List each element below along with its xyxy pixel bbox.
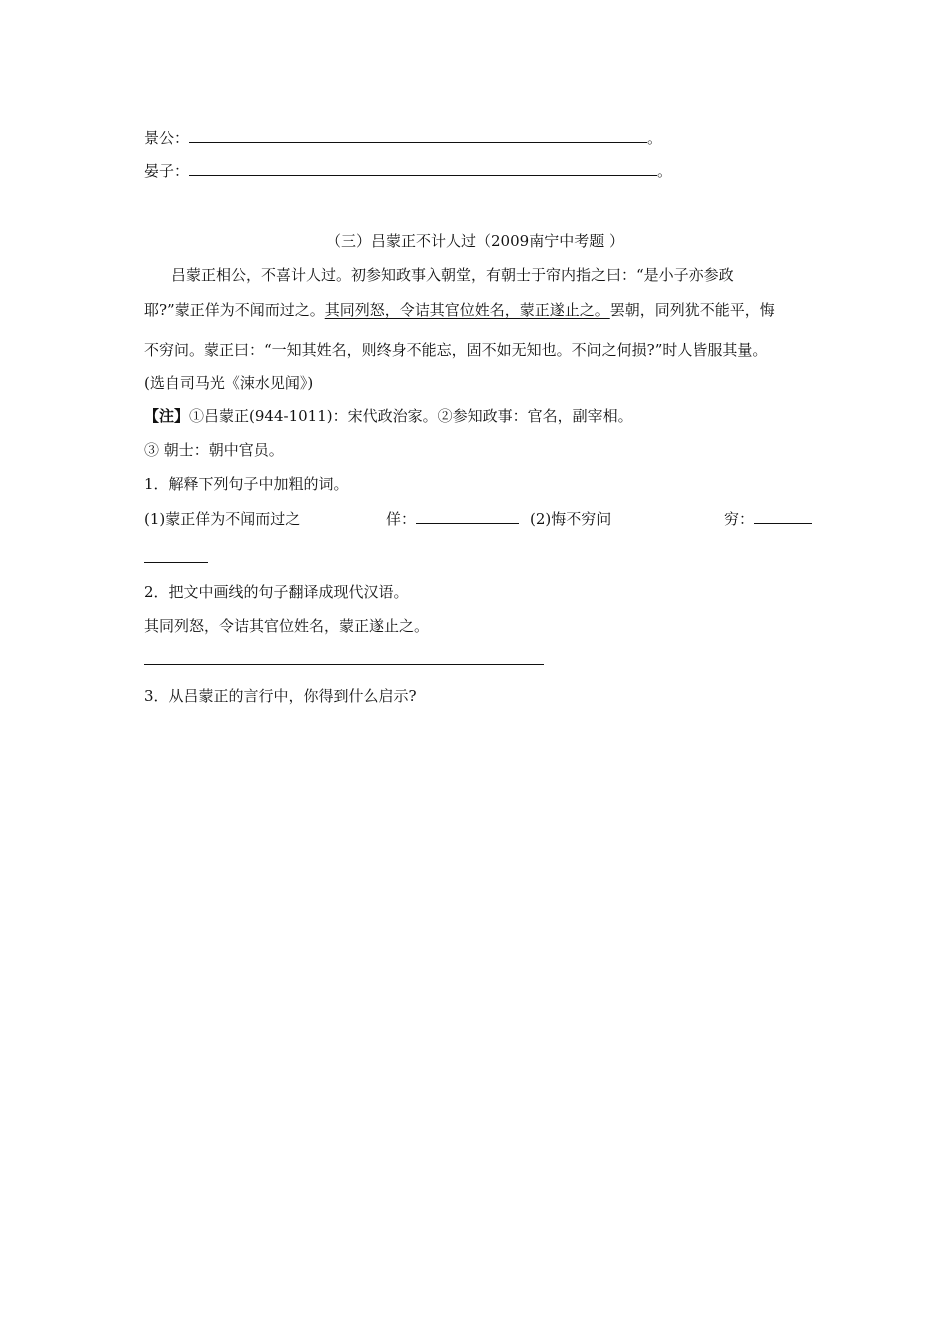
question-2-answer-line <box>144 650 544 670</box>
answer-line-jinggong <box>144 128 662 148</box>
jinggong-blank[interactable] <box>189 128 647 143</box>
answer-line-yanzi <box>144 161 672 181</box>
q1-item-2-blank-continued <box>144 548 208 568</box>
passage-line-2-pre: 耶?”蒙正佯为不闻而过之。 <box>144 301 325 319</box>
notes-bracket: 【注】 <box>144 407 190 425</box>
question-2: 2．把文中画线的句子翻译成现代汉语。 <box>144 583 409 601</box>
notes-line-1 <box>144 406 633 426</box>
passage-line-1: 吕蒙正相公，不喜计人过。初参知政事入朝堂，有朝士于帘内指之曰：“是小子亦参政 <box>171 266 734 284</box>
underlined-sentence: 其同列怒，令诘其官位姓名，蒙正遂止之。 <box>324 301 610 319</box>
notes-line-2: ③ 朝士：朝中官员。 <box>144 441 284 459</box>
question-1: 1．解释下列句子中加粗的词。 <box>144 475 349 493</box>
yanzi-blank[interactable] <box>189 161 657 176</box>
question-3: 3．从吕蒙正的言行中，你得到什么启示? <box>144 687 417 705</box>
yanzi-label: 晏子： <box>144 162 190 180</box>
question-2-blank[interactable] <box>144 650 544 665</box>
q1-item-2-blank-line2[interactable] <box>144 548 208 563</box>
q1-item-1-answer <box>386 509 519 529</box>
jinggong-label: 景公： <box>144 129 190 147</box>
yanzi-end: 。 <box>657 162 673 180</box>
question-2-sentence: 其同列怒，令诘其官位姓名，蒙正遂止之。 <box>144 617 430 635</box>
q1-item-2-blank[interactable] <box>754 509 812 524</box>
passage-line-2-post: 罢朝，同列犹不能平，悔 <box>609 301 775 319</box>
passage-line-2 <box>144 300 775 320</box>
q1-item-2-word: 穷： <box>724 510 755 528</box>
q1-item-1-blank[interactable] <box>416 509 519 524</box>
passage-line-3: 不穷问。蒙正曰：“一知其姓名，则终身不能忘，固不如无知也。不问之何损?”时人皆服其量。 <box>144 341 768 359</box>
jinggong-end: 。 <box>647 129 663 147</box>
q1-item-2-answer <box>724 509 812 529</box>
q1-item-2: (2)悔不穷问 <box>530 510 612 528</box>
notes-text-1: ①吕蒙正(944-1011)：宋代政治家。②参知政事：官名，副宰相。 <box>189 407 633 425</box>
q1-item-1-word: 佯： <box>386 510 417 528</box>
passage-source: (选自司马光《涑水见闻》) <box>144 374 314 392</box>
q1-item-1: (1)蒙正佯为不闻而过之 <box>144 510 301 528</box>
section-title: （三）吕蒙正不计人过（2009南宁中考题 ） <box>326 232 624 250</box>
